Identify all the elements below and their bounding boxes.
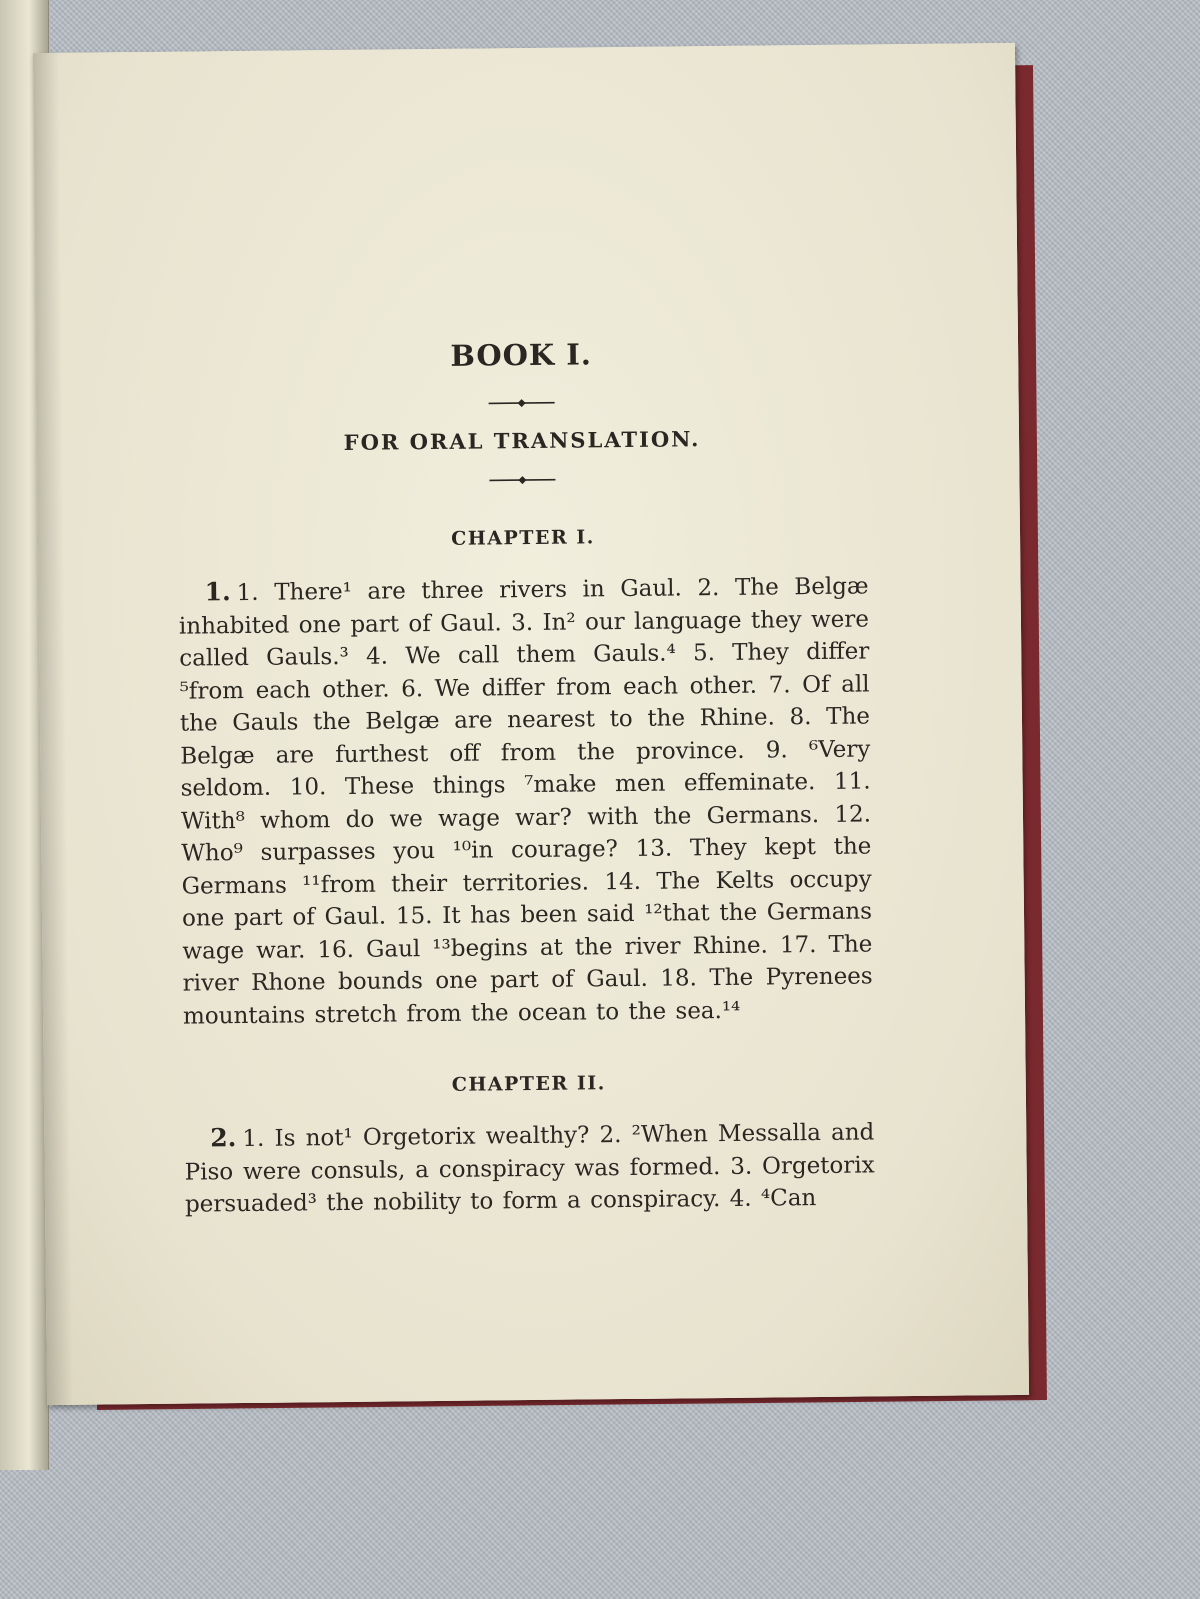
paragraph-number: 1. — [204, 577, 231, 607]
section-title: FOR ORAL TRANSLATION. — [343, 426, 701, 455]
paragraph-number: 2. — [210, 1123, 237, 1153]
ornament-divider-icon — [487, 398, 557, 409]
book-page — [33, 43, 1029, 1405]
paragraph-text: 1. Is not¹ Orgetorix wealthy? 2. ²When Messalla and Piso were consuls, a conspiracy was formed. 3. Orgetorix persuaded³ the nobility to form a conspiracy. 4. ⁴Can — [184, 1119, 875, 1218]
ornament-divider-icon — [487, 475, 557, 486]
chapter-title: CHAPTER I. — [451, 526, 595, 550]
page-text-block — [176, 334, 875, 1221]
chapter-paragraph — [184, 1115, 875, 1221]
book-title: BOOK I. — [450, 337, 593, 373]
paragraph-text: 1. There¹ are three rivers in Gaul. 2. The Belgæ inhabited one part of Gaul. 3. In² our language they were called Gauls.³ 4. We call them Gauls.⁴ 5. They differ ⁵from each other. 6. We differ from each other. 7. Of all the Gauls the Belgæ are nearest to the Rhine. 8. The Belgæ are furthest off from the province. 9. ⁶Very seldom. 10. These things ⁷make men effeminate. 11. With⁸ whom do we wage war? with the Germans. 12. Who⁹ surpasses you ¹⁰in courage? 13. They kept the Germans ¹¹from their territories. 14. The Kelts occupy one part of Gaul. 15. It has been said ¹²that the Germans wage war. 16. Gaul ¹³begins at the river Rhine. 17. The river Rhone bounds one part of Gaul. 18. The Pyrenees mountains stretch from the ocean to the sea.¹⁴ — [178, 573, 873, 1030]
chapter-title: CHAPTER II. — [451, 1072, 606, 1096]
chapter-paragraph — [178, 569, 873, 1032]
